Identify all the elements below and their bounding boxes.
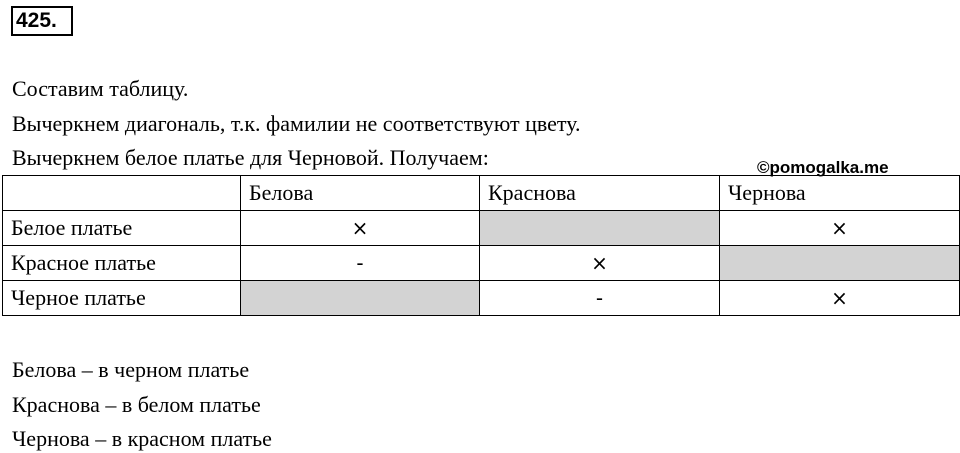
cell-black-krasnova: - — [480, 281, 720, 316]
cell-red-chernova-shaded — [720, 246, 960, 281]
problem-number: 425. — [11, 6, 73, 36]
answer-line-1: Белова – в черном платье — [12, 357, 250, 382]
intro-line-3: Вычеркнем белое платье для Черновой. Получаем: — [12, 145, 489, 170]
cell-red-krasnova: × — [480, 246, 720, 281]
row-label-red-dress: Красное платье — [3, 246, 241, 281]
dress-table — [2, 175, 960, 316]
row-label-black-dress: Черное платье — [3, 281, 241, 316]
header-chernova: Чернова — [720, 176, 960, 211]
cell-black-chernova: × — [720, 281, 960, 316]
cell-white-chernova: × — [720, 211, 960, 246]
header-krasnova: Краснова — [480, 176, 720, 211]
cell-red-belova: - — [241, 246, 480, 281]
cell-white-krasnova-shaded — [480, 211, 720, 246]
table-row — [3, 281, 960, 316]
intro-line-2: Вычеркнем диагональ, т.к. фамилии не соответствуют цвету. — [12, 111, 581, 136]
table-row — [3, 211, 960, 246]
cell-white-belova: × — [241, 211, 480, 246]
header-belova: Белова — [241, 176, 480, 211]
watermark: ©pomogalka.me — [757, 158, 889, 177]
cell-black-belova-shaded — [241, 281, 480, 316]
row-label-white-dress: Белое платье — [3, 211, 241, 246]
intro-line-1: Составим таблицу. — [12, 76, 189, 101]
answer-line-2: Краснова – в белом платье — [12, 392, 261, 417]
answer-line-3: Чернова – в красном платье — [12, 426, 272, 451]
table-row — [3, 246, 960, 281]
table-header-row — [3, 176, 960, 211]
header-corner-cell — [3, 176, 241, 211]
